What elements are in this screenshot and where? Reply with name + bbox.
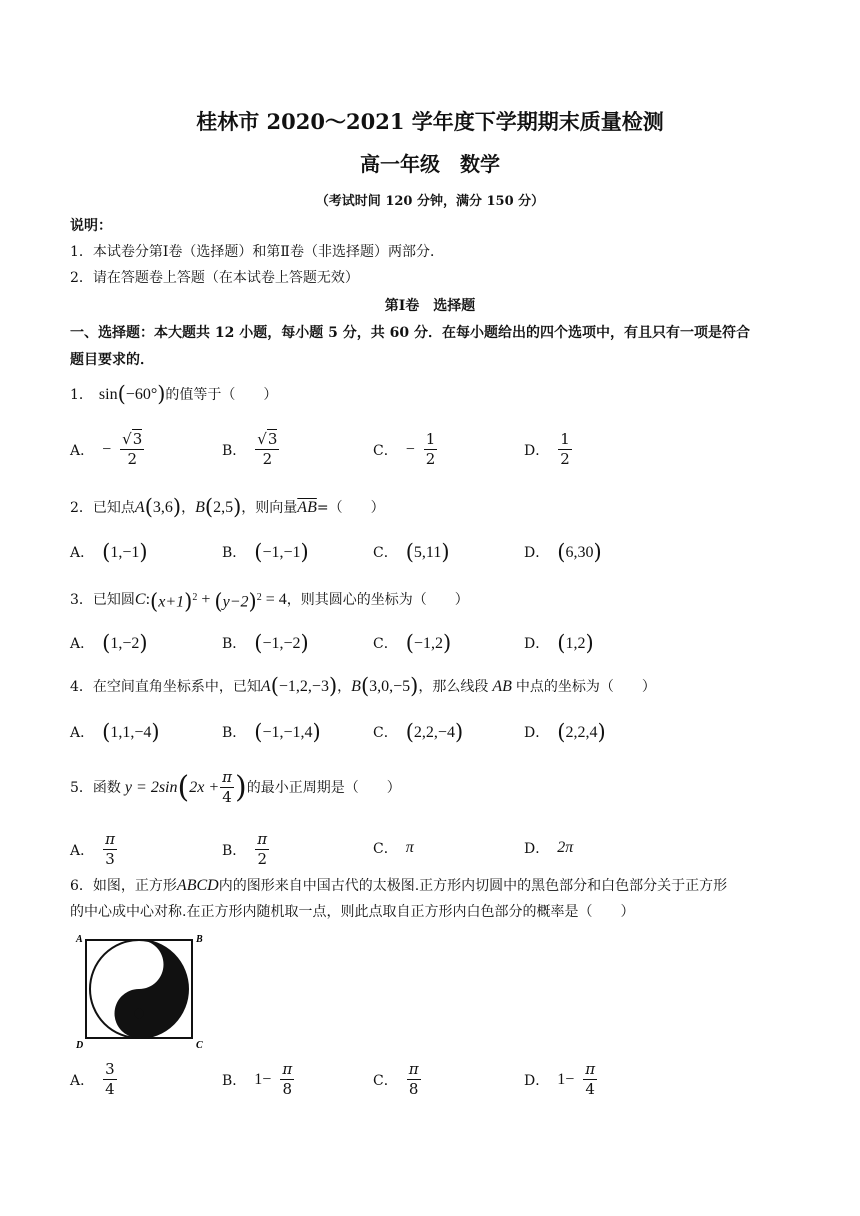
taiji-white-dot bbox=[134, 960, 144, 970]
q6-option-a[interactable]: A． $\frac{3}{4}$ bbox=[70, 1060, 115, 1098]
taiji-figure bbox=[72, 930, 212, 1050]
figure-label-d: D bbox=[76, 1040, 84, 1050]
question-6-stem-line1: 6．如图，正方形ABCD内的图形来自中国古代的太极图.正方形内切圆中的黑色部分和白色部分关于正方形 bbox=[70, 877, 728, 894]
question-3-stem: 3． 已知圆 C : $(x+1)^2$ + $(y-2)^2$ = 4 ，则其圆心的坐标为（ ） bbox=[70, 589, 469, 614]
exam-title: 桂林市 2020～2021 学年度下学期期末质量检测 bbox=[196, 109, 664, 134]
q4-option-d[interactable]: D． (2,2,4) bbox=[524, 720, 606, 744]
q5-option-d[interactable]: D． 2π bbox=[524, 839, 574, 857]
question-1-stem: 1． sin (−60°) 的值等于（ ） bbox=[70, 382, 278, 406]
q6-option-b[interactable]: B． 1− $\frac{\pi}{8}$ bbox=[222, 1060, 293, 1098]
q1-option-c[interactable]: C． − $\frac{1}{2}$ bbox=[373, 430, 436, 468]
q4-option-b[interactable]: B． (−1,−1,4) bbox=[222, 720, 321, 744]
part1-title: 第Ⅰ卷 选择题 bbox=[384, 298, 476, 314]
q1-option-b[interactable]: B． $\frac{√3}{2}$ bbox=[222, 430, 278, 468]
exam-subtitle: 高一年级 数学 bbox=[360, 152, 500, 176]
question-4-stem: 4． 在空间直角坐标系中，已知 A (−1,2,−3) ， B (3,0,−5) ，那么线段 AB 中点的坐标为（ ） bbox=[70, 674, 656, 698]
question-5-stem: 5． 函数 y = 2sin ( 2x + $\frac{\pi}{4}$ ) 的最小正周期是（ ） bbox=[70, 768, 401, 806]
q3-option-c[interactable]: C． (−1,2) bbox=[373, 631, 452, 655]
q4-option-a[interactable]: A． (1,1,−4) bbox=[70, 720, 160, 744]
note-item-2: 2．请在答题卷上答题（在本试卷上答题无效） bbox=[70, 270, 359, 286]
q2-option-c[interactable]: C． (5,11) bbox=[373, 540, 450, 564]
q1-option-d[interactable]: D． $\frac{1}{2}$ bbox=[524, 430, 570, 468]
q5-option-c[interactable]: C． π bbox=[373, 839, 414, 857]
taiji-diagram bbox=[72, 930, 212, 1050]
taiji-black-dot bbox=[134, 1009, 144, 1019]
note-item-1: 1．本试卷分第Ⅰ卷（选择题）和第Ⅱ卷（非选择题）两部分． bbox=[70, 244, 444, 260]
q5-option-a[interactable]: A． $\frac{\pi}{3}$ bbox=[70, 830, 115, 868]
q5-option-b[interactable]: B． $\frac{\pi}{2}$ bbox=[222, 830, 268, 868]
part1-instruction-line1: 一、选择题：本大题共 12 小题，每小题 5 分，共 60 分．在每小题给出的四个选项中，有且只有一项是符合 bbox=[70, 325, 750, 341]
exam-info: （考试时间 120 分钟，满分 150 分） bbox=[315, 194, 545, 209]
question-2-stem: 2． 已知点 A (3,6) ， B (2,5) ，则向量 $\overline{AB}$ =（ ） bbox=[70, 495, 385, 519]
figure-label-b: B bbox=[196, 934, 203, 945]
q6-option-d[interactable]: D． 1− $\frac{\pi}{4}$ bbox=[524, 1060, 596, 1098]
q2-option-d[interactable]: D． (6,30) bbox=[524, 540, 602, 564]
q3-option-d[interactable]: D． (1,2) bbox=[524, 631, 594, 655]
q2-option-a[interactable]: A． (1,−1) bbox=[70, 540, 148, 564]
q4-option-c[interactable]: C． (2,2,−4) bbox=[373, 720, 464, 744]
figure-label-c: C bbox=[196, 1040, 203, 1050]
question-6-stem-line2: 的中心成中心对称.在正方形内随机取一点，则此点取自正方形内白色部分的概率是（ ） bbox=[70, 904, 635, 920]
q3-option-a[interactable]: A． (1,−2) bbox=[70, 631, 148, 655]
q2-option-b[interactable]: B． (−1,−1) bbox=[222, 540, 309, 564]
q3-option-b[interactable]: B． (−1,−2) bbox=[222, 631, 309, 655]
figure-label-a: A bbox=[76, 934, 83, 945]
question-number: 1． bbox=[70, 386, 93, 403]
notes-heading: 说明： bbox=[70, 218, 112, 234]
q1-option-a[interactable]: A． − $\frac{√3}{2}$ bbox=[70, 430, 143, 468]
q6-option-c[interactable]: C． $\frac{\pi}{8}$ bbox=[373, 1060, 419, 1098]
part1-instruction-line2: 题目要求的． bbox=[70, 352, 154, 368]
